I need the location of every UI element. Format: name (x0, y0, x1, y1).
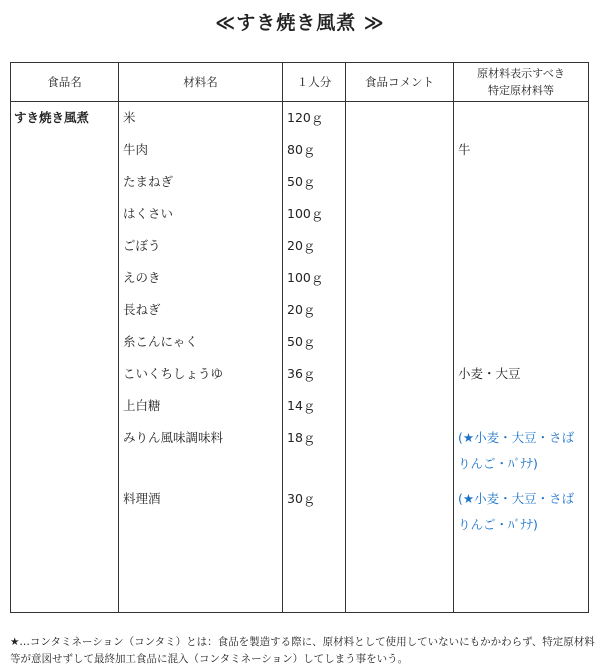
table-row (11, 390, 589, 422)
empty-cell (11, 544, 119, 613)
dish-name-cell (11, 294, 119, 326)
ingredient-cell: えのき (119, 262, 283, 294)
ingredient-table (10, 62, 589, 613)
amount-cell: 18ｇ (283, 422, 346, 483)
allergen-cell (454, 326, 589, 358)
header-food-name: 食品名 (11, 63, 119, 102)
ingredient-cell: 上白糖 (119, 390, 283, 422)
ingredient-cell: みりん風味調味料 (119, 422, 283, 483)
dish-name-cell (11, 166, 119, 198)
dish-name-cell (11, 134, 119, 166)
comment-cell (346, 294, 454, 326)
comment-cell (346, 230, 454, 262)
allergen-cell (454, 294, 589, 326)
amount-cell: 120ｇ (283, 102, 346, 135)
allergen-cell (454, 198, 589, 230)
amount-cell: 50ｇ (283, 326, 346, 358)
amount-cell: 50ｇ (283, 166, 346, 198)
dish-name-cell (11, 326, 119, 358)
allergen-cell (454, 166, 589, 198)
table-header-row (11, 63, 589, 102)
allergen-cell: (★小麦・大豆・さば りんご・ﾊﾞﾅﾅ) (454, 422, 589, 483)
ingredient-cell: 米 (119, 102, 283, 135)
header-ingredient: 材料名 (119, 63, 283, 102)
dish-name-cell (11, 422, 119, 483)
empty-cell (283, 544, 346, 613)
table-row (11, 294, 589, 326)
amount-cell: 14ｇ (283, 390, 346, 422)
table-spacer-row (11, 544, 589, 613)
comment-cell (346, 422, 454, 483)
ingredient-cell: 糸こんにゃく (119, 326, 283, 358)
table-row (11, 358, 589, 390)
allergen-cell (454, 390, 589, 422)
empty-cell (346, 544, 454, 613)
amount-cell: 80ｇ (283, 134, 346, 166)
table-row (11, 134, 589, 166)
comment-cell (346, 102, 454, 135)
comment-cell (346, 483, 454, 544)
amount-cell: 100ｇ (283, 262, 346, 294)
comment-cell (346, 262, 454, 294)
dish-name-cell (11, 230, 119, 262)
dish-name-cell (11, 483, 119, 544)
amount-cell: 20ｇ (283, 230, 346, 262)
allergen-cell (454, 262, 589, 294)
empty-cell (119, 544, 283, 613)
table-row (11, 166, 589, 198)
allergen-cell (454, 102, 589, 135)
amount-cell: 20ｇ (283, 294, 346, 326)
dish-name-cell (11, 262, 119, 294)
ingredient-cell: たまねぎ (119, 166, 283, 198)
comment-cell (346, 166, 454, 198)
table-row (11, 230, 589, 262)
header-allergen: 原材料表示すべき 特定原材料等 (454, 63, 589, 102)
header-amount: １人分 (283, 63, 346, 102)
table-row (11, 198, 589, 230)
allergen-cell: 小麦・大豆 (454, 358, 589, 390)
comment-cell (346, 326, 454, 358)
comment-cell (346, 198, 454, 230)
comment-cell (346, 134, 454, 166)
allergen-cell: (★小麦・大豆・さば りんご・ﾊﾞﾅﾅ) (454, 483, 589, 544)
amount-cell: 100ｇ (283, 198, 346, 230)
footnote: ★…コンタミネーション（コンタミ）とは：食品を製造する際に、原材料として使用していないにもかかわらず、特定原材料等が意図せずして最終加工食品に混入（コンタミネーション）してしまう事をいう。 (10, 636, 595, 665)
amount-cell: 30ｇ (283, 483, 346, 544)
dish-name-cell (11, 198, 119, 230)
table-row (11, 422, 589, 483)
ingredient-cell: 牛肉 (119, 134, 283, 166)
ingredient-cell: 料理酒 (119, 483, 283, 544)
empty-cell (454, 544, 589, 613)
page-title: ≪すき焼き風煮 ≫ (215, 12, 385, 34)
allergen-cell (454, 230, 589, 262)
ingredient-cell: 長ねぎ (119, 294, 283, 326)
table-row (11, 262, 589, 294)
allergen-cell: 牛 (454, 134, 589, 166)
table-row (11, 483, 589, 544)
dish-name-cell: すき焼き風煮 (11, 102, 119, 135)
amount-cell: 36ｇ (283, 358, 346, 390)
table-row (11, 102, 589, 135)
ingredient-cell: こいくちしょうゆ (119, 358, 283, 390)
dish-name-cell (11, 390, 119, 422)
table-row (11, 326, 589, 358)
dish-name-cell (11, 358, 119, 390)
comment-cell (346, 390, 454, 422)
ingredient-cell: ごぼう (119, 230, 283, 262)
ingredient-cell: はくさい (119, 198, 283, 230)
comment-cell (346, 358, 454, 390)
header-comment: 食品コメント (346, 63, 454, 102)
